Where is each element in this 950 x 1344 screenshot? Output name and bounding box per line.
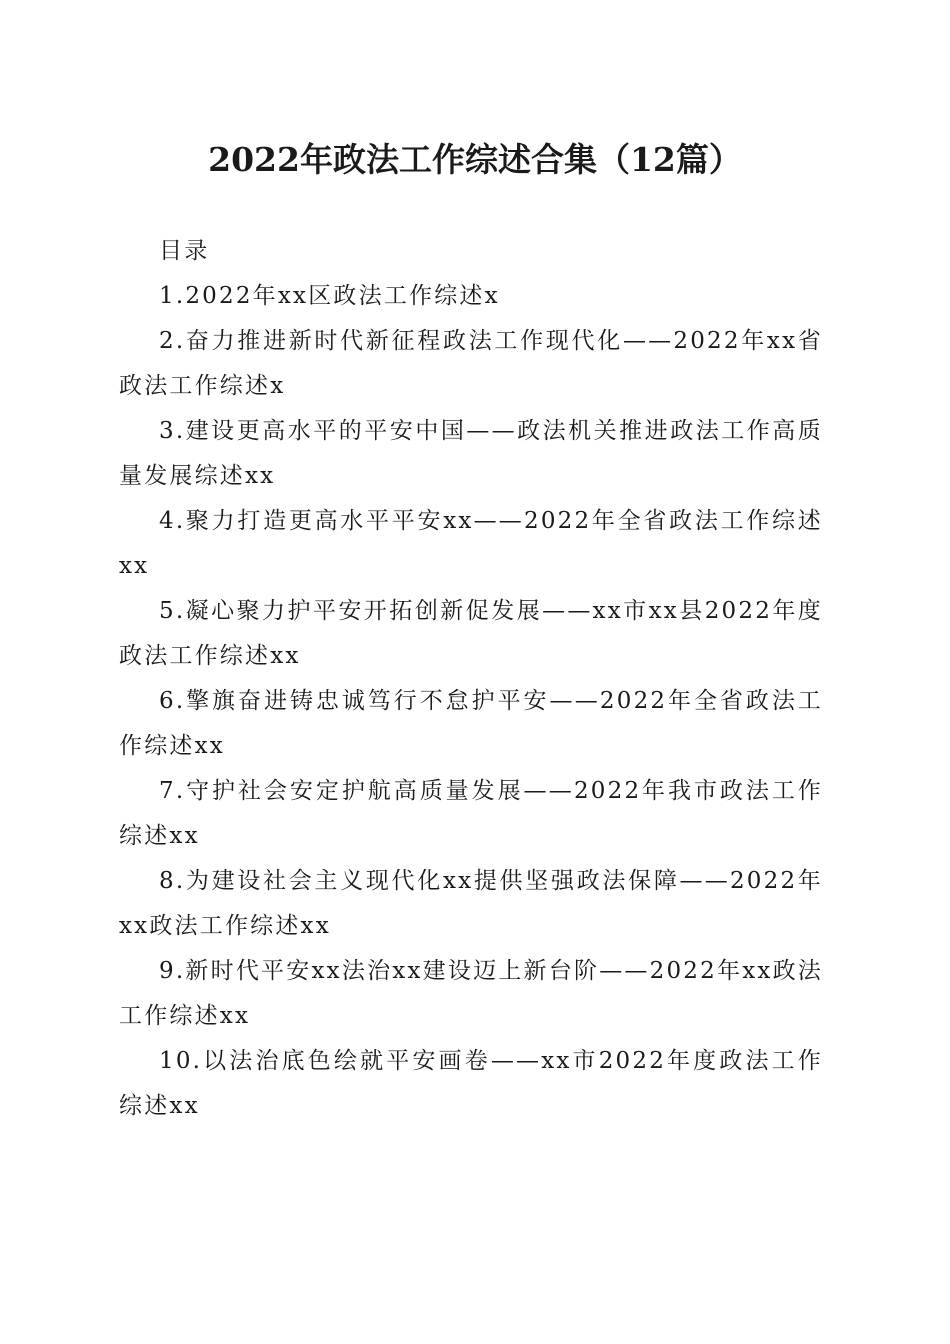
toc-item-8: 8.为建设社会主义现代化xx提供坚强政法保障——2022年xx政法工作综述xx (119, 868, 823, 939)
toc-item-9: 9.新时代平安xx法治xx建设迈上新台阶——2022年xx政法工作综述xx (119, 958, 823, 1029)
toc-item-1: 1.2022年xx区政法工作综述x (159, 283, 500, 309)
toc-item-4: 4.聚力打造更高水平平安xx——2022年全省政法工作综述xx (119, 508, 823, 579)
toc-item-3: 3.建设更高水平的平安中国——政法机关推进政法工作高质量发展综述xx (119, 418, 823, 489)
toc-item-6: 6.擎旗奋进铸忠诚笃行不怠护平安——2022年全省政法工作综述xx (119, 688, 823, 759)
page-title: 2022年政法工作综述合集（12篇） (208, 140, 742, 179)
toc-item-2: 2.奋力推进新时代新征程政法工作现代化——2022年xx省政法工作综述x (119, 328, 823, 399)
table-of-contents (119, 229, 823, 1129)
toc-item-5: 5.凝心聚力护平安开拓创新促发展——xx市xx县2022年度政法工作综述xx (119, 598, 823, 669)
toc-item-7: 7.守护社会安定护航高质量发展——2022年我市政法工作综述xx (119, 778, 823, 849)
toc-heading: 目录 (159, 238, 210, 264)
toc-item-10: 10.以法治底色绘就平安画卷——xx市2022年度政法工作综述xx (119, 1048, 823, 1119)
